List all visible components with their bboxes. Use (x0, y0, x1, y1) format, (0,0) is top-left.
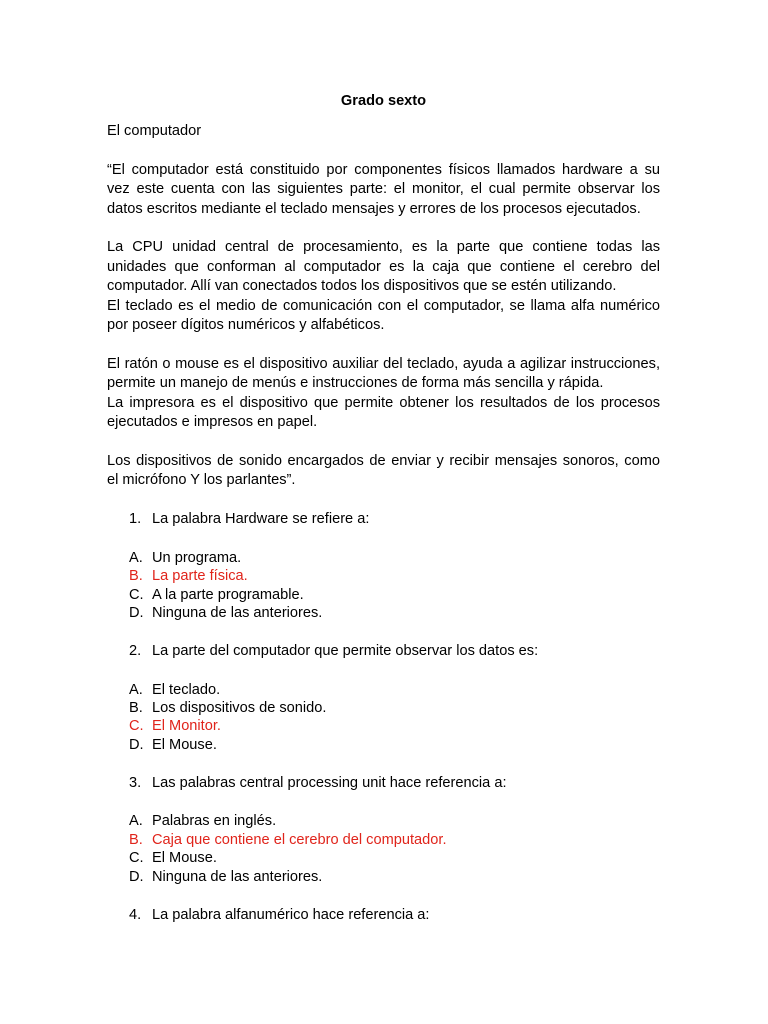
section-heading: El computador (107, 123, 202, 140)
question-text: La palabra alfanumérico hace referencia a: (152, 906, 430, 923)
option-2d (107, 736, 660, 754)
option-text: El Mouse. (152, 850, 217, 867)
paragraph-line: unidades que conforman al computador es la caja que contiene el cerebro del (107, 258, 660, 275)
question-1 (107, 510, 660, 529)
page-title: Grado sexto (340, 93, 427, 109)
option-text: La parte física. (152, 568, 248, 585)
option-1b-answer (107, 567, 660, 585)
paragraph-line: vez este cuenta con las siguientes parte: el monitor, el cual permite observar los (107, 181, 660, 198)
paragraph-line: por poseer dígitos numéricos y alfabéticos. (107, 317, 385, 334)
paragraph-hardware (107, 161, 660, 219)
question-text: La parte del computador que permite observar los datos es: (152, 642, 539, 659)
option-letter: B. (129, 700, 143, 717)
paragraph-line: computador. Allí van conectados todos los dispositivos que se estén utilizando. (107, 278, 617, 295)
question-number: 1. (129, 511, 142, 528)
option-letter: D. (129, 605, 144, 622)
paragraph-line: el micrófono Y los parlantes”. (107, 472, 296, 489)
paragraph-line: La impresora es el dispositivo que permite obtener los resultados de los procesos (107, 394, 660, 411)
option-3a (107, 812, 660, 830)
option-2a (107, 681, 660, 699)
paragraph-mouse (107, 355, 660, 433)
option-text: A la parte programable. (152, 586, 304, 603)
option-letter: B. (129, 568, 143, 585)
option-letter: A. (129, 681, 143, 698)
question-4 (107, 906, 660, 925)
paragraph-line: El teclado es el medio de comunicación con el computador, se llama alfa numérico (107, 297, 660, 314)
question-text: Las palabras central processing unit hace referencia a: (152, 774, 507, 791)
option-3b-answer (107, 831, 660, 849)
paragraph-line: El ratón o mouse es el dispositivo auxiliar del teclado, ayuda a agilizar instrucciones, (107, 355, 660, 372)
option-3c (107, 849, 660, 867)
option-letter: A. (129, 813, 143, 830)
question-2 (107, 642, 660, 661)
option-letter: D. (129, 736, 144, 753)
paragraph-line: Los dispositivos de sonido encargados de enviar y recibir mensajes sonoros, como (107, 452, 660, 469)
option-1c (107, 586, 660, 604)
option-1a (107, 549, 660, 567)
paragraph-sound (107, 452, 660, 491)
option-2b (107, 699, 660, 717)
option-text: Un programa. (152, 549, 242, 566)
paragraph-line: “El computador está constituido por componentes físicos llamados hardware a su (107, 161, 660, 178)
question-number: 2. (129, 642, 142, 659)
option-letter: B. (129, 831, 143, 848)
option-text: Ninguna de las anteriores. (152, 605, 323, 622)
option-text: Palabras en inglés. (152, 813, 277, 830)
question-number: 3. (129, 774, 142, 791)
option-letter: D. (129, 868, 144, 885)
paragraph-cpu (107, 238, 660, 335)
option-text: El Mouse. (152, 736, 217, 753)
option-text: Caja que contiene el cerebro del computador. (152, 831, 447, 848)
option-letter: C. (129, 718, 144, 735)
paragraph-line: ejecutados e impresos en papel. (107, 414, 318, 431)
option-text: Los dispositivos de sonido. (152, 700, 327, 717)
option-letter: A. (129, 549, 143, 566)
question-3 (107, 774, 660, 793)
option-text: El Monitor. (152, 718, 221, 735)
option-letter: C. (129, 850, 144, 867)
document-page (107, 92, 660, 925)
paragraph-line: datos escritos mediante el teclado mensajes y errores de los procesos ejecutados. (107, 200, 641, 217)
paragraph-line: La CPU unidad central de procesamiento, es la parte que contiene todas las (107, 239, 660, 256)
question-number: 4. (129, 906, 142, 923)
option-text: Ninguna de las anteriores. (152, 868, 323, 885)
option-text: El teclado. (152, 681, 221, 698)
paragraph-line: permite un manejo de menús e instrucciones de forma más sencilla y rápida. (107, 375, 604, 392)
option-1d (107, 604, 660, 622)
question-text: La palabra Hardware se refiere a: (152, 511, 370, 528)
option-letter: C. (129, 586, 144, 603)
option-2c-answer (107, 717, 660, 735)
option-3d (107, 868, 660, 886)
